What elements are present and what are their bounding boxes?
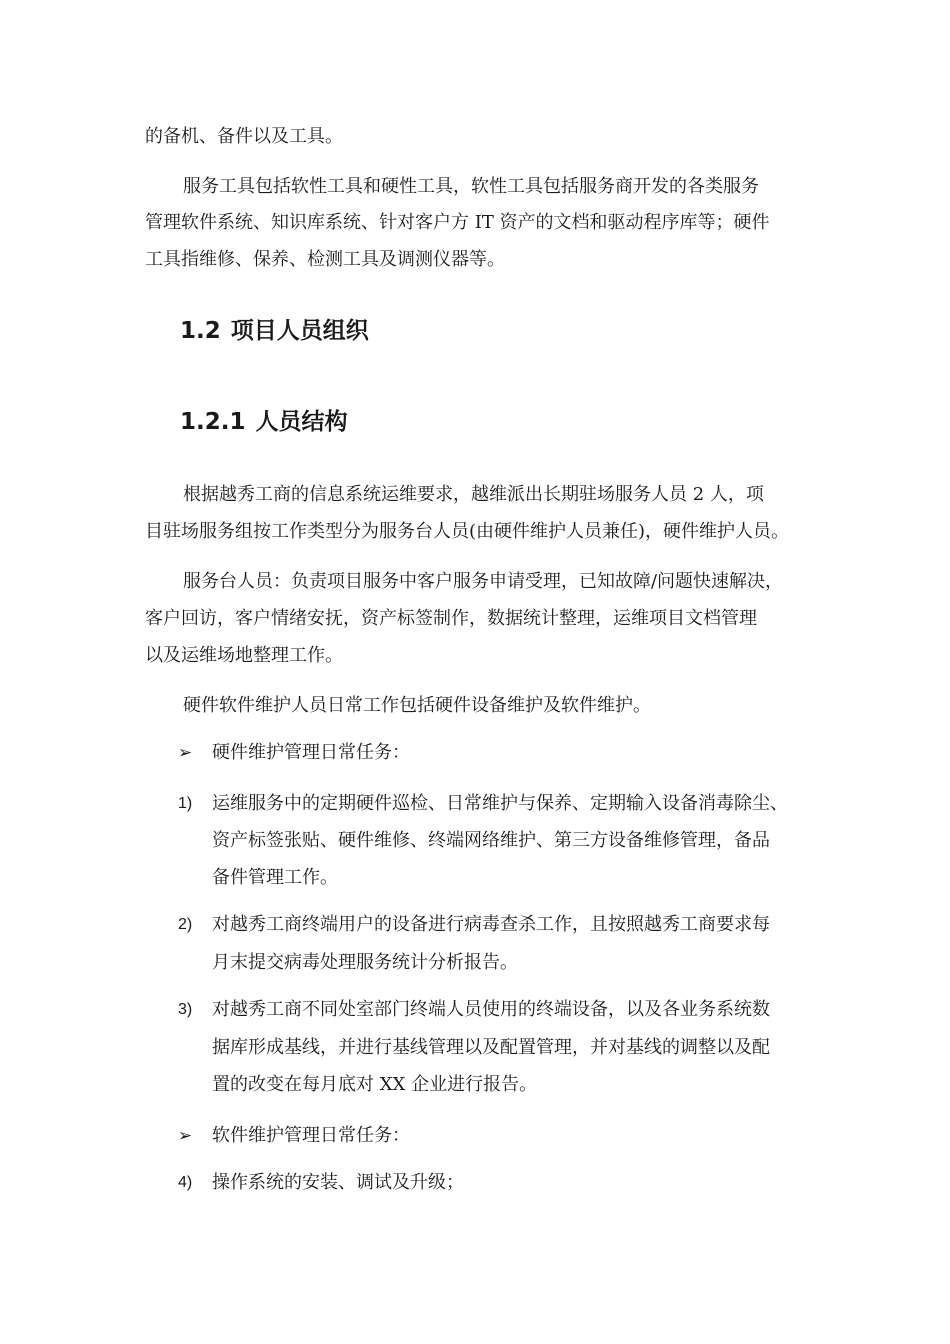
section-number: 1.2.1 <box>180 409 246 435</box>
paragraph-line: 工具指维修、保养、检测工具及调测仪器等。 <box>145 249 505 270</box>
arrow-bullet-icon: ➢ <box>178 743 193 763</box>
paragraph-line: 以及运维场地整理工作。 <box>145 645 343 666</box>
paragraph-line: 服务工具包括软性工具和硬性工具，软性工具包括服务商开发的各类服务 <box>183 176 759 197</box>
paragraph-line: 根据越秀工商的信息系统运维要求，越维派出长期驻场服务人员 2 人，项 <box>183 484 764 505</box>
list-marker: 1) <box>178 795 193 812</box>
list-item-line: 据库形成基线，并进行基线管理以及配置管理，并对基线的调整以及配 <box>212 1037 770 1058</box>
paragraph-line: 管理软件系统、知识库系统、针对客户方 IT 资产的文档和驱动程序库等；硬件 <box>145 212 770 233</box>
paragraph-line: 客户回访，客户情绪安抚，资产标签制作，数据统计整理，运维项目文档管理 <box>145 608 757 629</box>
list-item-line: 操作系统的安装、调试及升级； <box>212 1172 464 1193</box>
list-marker: 2) <box>178 916 193 933</box>
section-title: 项目人员组织 <box>230 318 369 344</box>
list-item-line: 运维服务中的定期硬件巡检、日常维护与保养、定期输入设备消毒除尘、 <box>212 793 788 814</box>
paragraph-line: 目驻场服务组按工作类型分为服务台人员(由硬件维护人员兼任)，硬件维护人员。 <box>145 521 790 542</box>
arrow-bullet-icon: ➢ <box>178 1126 193 1146</box>
list-marker: 4) <box>178 1174 193 1191</box>
section-heading-1-2 <box>180 316 369 346</box>
list-marker: 3) <box>178 1001 193 1018</box>
list-item-line: 资产标签张贴、硬件维修、终端网络维护、第三方设备维修管理，备品 <box>212 830 770 851</box>
paragraph-line: 的备机、备件以及工具。 <box>145 126 343 147</box>
paragraph-line: 服务台人员：负责项目服务中客户服务申请受理，已知故障/问题快速解决， <box>183 571 784 592</box>
section-heading-1-2-1 <box>180 407 348 437</box>
paragraph-line: 硬件软件维护人员日常工作包括硬件设备维护及软件维护。 <box>183 695 651 716</box>
list-item-line: 对越秀工商不同处室部门终端人员使用的终端设备，以及各业务系统数 <box>212 999 770 1020</box>
section-number: 1.2 <box>180 318 221 344</box>
list-item-line: 月末提交病毒处理服务统计分析报告。 <box>212 952 518 973</box>
section-title: 人员结构 <box>255 409 348 435</box>
bullet-title-software: 软件维护管理日常任务： <box>212 1125 410 1146</box>
list-item-line: 置的改变在每月底对 XX 企业进行报告。 <box>212 1074 538 1095</box>
list-item-line: 备件管理工作。 <box>212 867 338 888</box>
list-item-line: 对越秀工商终端用户的设备进行病毒查杀工作，且按照越秀工商要求每 <box>212 914 770 935</box>
bullet-title-hardware: 硬件维护管理日常任务： <box>212 742 410 763</box>
